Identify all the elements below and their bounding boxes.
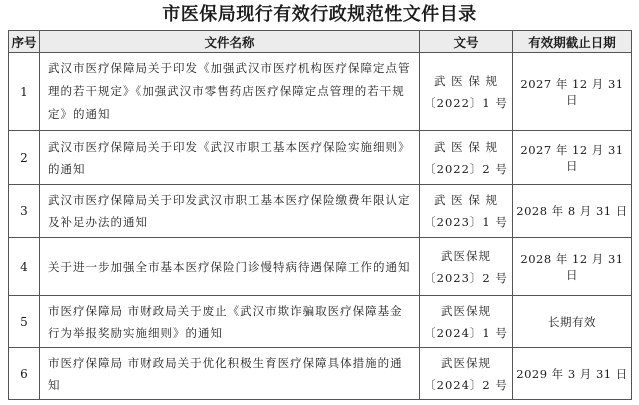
row-doc-no-line2: 〔2022〕1 号 [424, 95, 508, 110]
row-doc-no [420, 238, 513, 296]
row-file-name: 武汉市医疗保障局关于印发《武汉市职工基本医疗保险实施细则》的通知 [40, 131, 420, 185]
regulation-table [8, 30, 632, 400]
row-file-name: 市医疗保障局 市财政局关于优化积极生育医疗保障具体措施的通知 [40, 348, 420, 400]
row-expiry: 2028 年 12 月 31 日 [513, 238, 632, 296]
row-index: 6 [9, 348, 40, 400]
header-name: 文件名称 [40, 31, 420, 53]
row-doc-no-line2: 〔2023〕1 号 [424, 215, 508, 229]
row-doc-no-line1: 武 医 保 规 [434, 193, 498, 207]
row-doc-no [420, 296, 513, 348]
table-row [9, 348, 632, 400]
row-expiry: 2028 年 8 月 31 日 [513, 185, 632, 238]
header-doc-no: 文号 [420, 31, 513, 53]
row-file-name: 武汉市医疗保障局关于印发《加强武汉市医疗机构医疗保障定点管理的若干规定》《加强武汉市零售药店医疗保障定点管理的若干规定》的通知 [40, 53, 420, 131]
table-row [9, 131, 632, 185]
row-index: 5 [9, 296, 40, 348]
row-doc-no-line1: 武医保规 [441, 248, 491, 263]
row-expiry: 2029 年 3 月 31 日 [513, 348, 632, 400]
row-expiry: 2027 年 12 月 31 日 [513, 131, 632, 185]
row-doc-no-line1: 武医保规 [441, 355, 491, 370]
row-doc-no-line1: 武医保规 [441, 303, 491, 318]
table-header-row [9, 31, 632, 53]
row-doc-no-line2: 〔2022〕2 号 [424, 161, 508, 176]
row-doc-no-line2: 〔2023〕2 号 [424, 270, 508, 285]
row-doc-no-line2: 〔2024〕2 号 [424, 377, 508, 392]
header-index: 序号 [9, 31, 40, 53]
table-row [9, 53, 632, 131]
row-doc-no-line2: 〔2024〕1 号 [424, 325, 508, 340]
row-doc-no-line1: 武 医 保 规 [434, 73, 498, 88]
row-file-name: 武汉市医疗保障局关于印发武汉市职工基本医疗保险缴费年限认定及补足办法的通知 [40, 185, 420, 238]
row-index: 1 [9, 53, 40, 131]
table-row [9, 185, 632, 238]
row-doc-no-line1: 武 医 保 规 [434, 139, 498, 154]
row-expiry: 长期有效 [513, 296, 632, 348]
row-index: 3 [9, 185, 40, 238]
document-title: 市医保局现行有效行政规范性文件目录 [162, 4, 477, 25]
row-index: 2 [9, 131, 40, 185]
row-file-name: 市医疗保障局 市财政局关于废止《武汉市欺诈骗取医疗保障基金行为举报奖励实施细则》的通知 [40, 296, 420, 348]
table-row [9, 296, 632, 348]
row-index: 4 [9, 238, 40, 296]
row-doc-no [420, 185, 513, 238]
row-file-name: 关于进一步加强全市基本医疗保险门诊慢特病待遇保障工作的通知 [40, 238, 420, 296]
row-doc-no [420, 348, 513, 400]
header-expiry: 有效期截止日期 [513, 31, 632, 53]
row-doc-no [420, 53, 513, 131]
row-expiry: 2027 年 12 月 31 日 [513, 53, 632, 131]
table-row [9, 238, 632, 296]
row-doc-no [420, 131, 513, 185]
